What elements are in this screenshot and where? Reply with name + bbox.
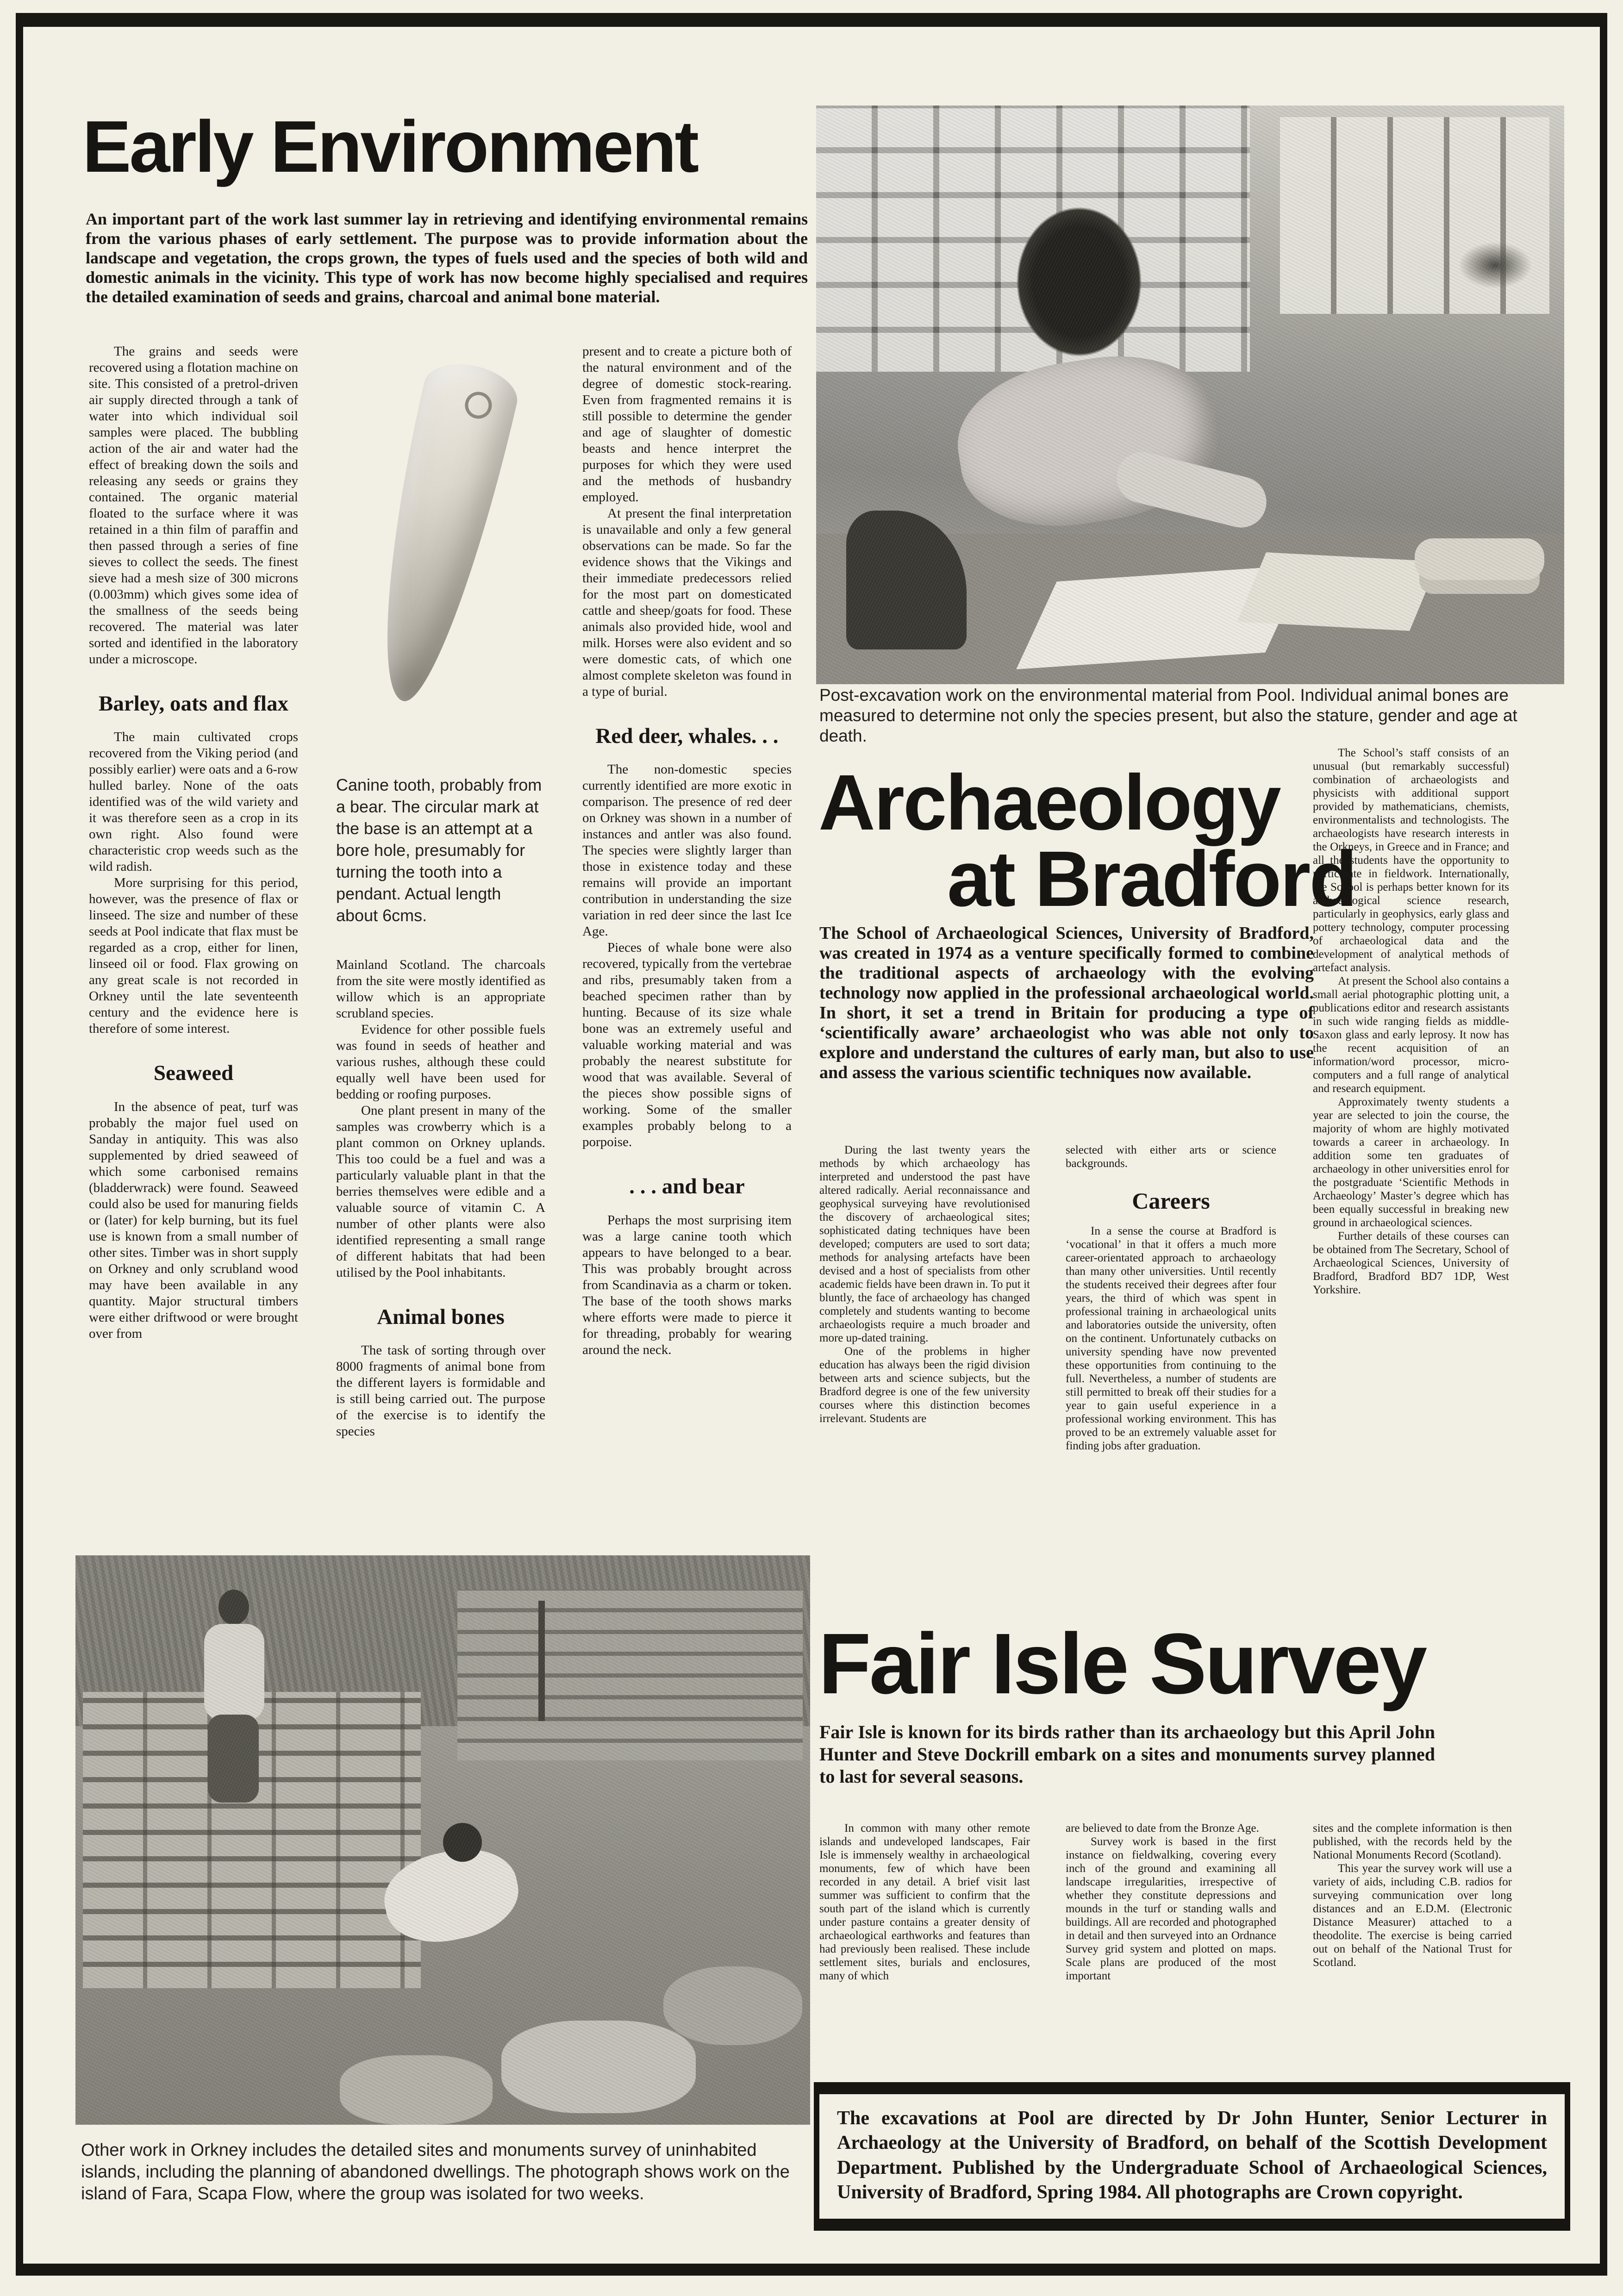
- fair-isle-title: Fair Isle Survey: [818, 1616, 1426, 1712]
- early-column-1: [89, 343, 298, 1342]
- heading-animal-bones: Animal bones: [377, 1305, 505, 1329]
- paragraph-higher-education: One of the problems in higher education has always been the rigid division between arts and science subjects, but the Bradford degree is one of the few university courses where this distinction becomes irrelevant. Students are: [819, 1345, 1030, 1425]
- paragraph-seaweed: In the absence of peat, turf was probably the major fuel used on Sanday in antiquity. This was also supplemented by dried seaweed of which some carbonised remains (bladderwrack) were found. Seaweed could also be used for manuring fields or (later) for kelp burning, but its fuel use is known from a small number of other sites. Timber was in short supply on Orkney and only scrubland wood may have been available in any quantity. Major structural timbers were either driftwood or were brought over from: [89, 1099, 298, 1341]
- paragraph-vocational: In a sense the course at Bradford is ‘vocational’ in that it offers a much more career-orientated approach to archaeology than many other universities. Until recently the students received their degrees after four years, the third of which was spent in professional training in archaeological units and laboratories outside the university, often on the continent. Unfortunately cutbacks on university spending have now prevented these opportunities from continuing to the full. Nevertheless, a number of students are still permitted to break off their studies for a year to gain useful experience in a professional working environment. This has proved to be an extremely valuable asset for finding jobs after graduation.: [1066, 1224, 1276, 1452]
- paragraph-backgrounds: selected with either arts or science backgrounds.: [1066, 1144, 1276, 1170]
- excavation-photo: [75, 1555, 810, 2125]
- tooth-caption: Canine tooth, probably from a bear. The circular mark at the base is an attempt at a bore hole, presumably for turning the tooth into a pendant. Actual length about 6cms.: [336, 775, 542, 925]
- early-environment-lead: An important part of the work last summer lay in retrieving and identifying environmental remains from the various phases of early settlement. The purpose was to provide information about the landscape and vegetation, the crops grown, the types of fuels used and the species of both wild and domestic animals in the vicinity. This type of work has now become highly specialised and requires the detailed examination of seeds and grains, charcoal and animal bone material.: [86, 210, 808, 306]
- early-column-2: [336, 343, 545, 1440]
- early-environment-title: Early Environment: [82, 106, 698, 187]
- fairisle-column-3: [1313, 1822, 1512, 1969]
- paragraph-bear-tooth: Perhaps the most surprising item was a large canine tooth which appears to have belonged to a bear. This was probably brought across from Scandinavia as a charm or token. The base of the tooth shows marks where efforts were made to pierce it for threading, probably for wearing around the neck.: [582, 1212, 792, 1357]
- paragraph-mainland: Mainland Scotland. The charcoals from the site were mostly identified as willow which is an appropriate scrubland species.: [336, 957, 545, 1021]
- paragraph-school-staff: The School’s staff consists of an unusual (but remarkably successful) combination of archaeologists and physicists with additional support provided by mathematicians, chemists, environmentalists and technologists. The archaeologists have research interests in the Orkneys, in Greece and in France; and all the students have the opportunity to participate in fieldwork. Internationally, the School is perhaps better known for its archaeological science research, particularly in geophysics, early glass and pottery technology, computer processing of archaeological data and the development of analytical methods of artefact analysis.: [1313, 747, 1509, 974]
- paragraph-crowberry: One plant present in many of the samples was crowberry which is a plant common on Orkney uplands. This too could be a fuel and was a particularly valuable plant in that the berries themselves were edible and a valuable source of vitamin C. A number of other plants were also identified representing a small range of different habitats that had been utilised by the Pool inhabitants.: [336, 1103, 545, 1280]
- bore-hole-mark: [462, 389, 495, 422]
- lab-photo: [816, 106, 1564, 684]
- canine-tooth-image: [353, 356, 523, 711]
- heading-careers: Careers: [1132, 1188, 1210, 1214]
- paragraph-records: sites and the complete information is then published, with the records held by the National Monuments Record (Scotland).: [1313, 1822, 1512, 1861]
- paragraph-fuels: Evidence for other possible fuels was found in seeds of heather and various rushes, although these could equally well have been used for bedding or roofing purposes.: [336, 1022, 545, 1102]
- fair-isle-lead: Fair Isle is known for its birds rather than its archaeology but this April John Hunter and Steve Dockrill embark on a sites and monuments survey planned to last for several seasons.: [819, 1722, 1435, 1787]
- paragraph-further-details: Further details of these courses can be obtained from The Secretary, School of Archaeological Sciences, University of Bradford, Bradford BD7 1DP, West Yorkshire.: [1313, 1230, 1509, 1296]
- paragraph-interpretation: At present the final interpretation is unavailable and only a few general observations can be made. So far the evidence shows that the Vikings and their immediate predecessors relied for the most part on domesticated cattle and sheep/goats for food. These animals also provided hide, wool and milk. Horses were also evident and so were domestic cats, of which one almost complete skeleton was found in a type of burial.: [582, 506, 792, 699]
- paragraph-sorting: The task of sorting through over 8000 fragments of animal bone from the different layers is formidable and is still being carried out. The purpose of the exercise is to identify the species: [336, 1343, 545, 1439]
- bradford-column-c: [1313, 746, 1509, 1297]
- paragraph-fieldwalking: Survey work is based in the first instance on fieldwalking, covering every inch of the ground and examining all landscape irregularities, irrespective of whether they constitute depressions and mounds in the turf or standing walls and buildings. All are recorded and photographed in detail and then surveyed into an Ordnance Survey grid system and plotted on maps. Scale plans are produced of the most important: [1066, 1835, 1276, 1982]
- bradford-column-b: [1066, 1143, 1276, 1453]
- bradford-title: [818, 759, 1356, 923]
- photo-grain: [816, 106, 1564, 684]
- credit-box: [814, 2082, 1570, 2231]
- excavation-photo-caption: Other work in Orkney includes the detailed sites and monuments survey of uninhabited islands, including the planning of abandoned dwellings. The photograph shows work on the island of Fara, Scapa Flow, where the group was isolated for two weeks.: [81, 2140, 790, 2203]
- early-column-3: [582, 343, 792, 1358]
- paragraph-grains: The grains and seeds were recovered using a flotation machine on site. This consisted of a pretrol-driven air supply directed through a tank of water into which individual soil samples were placed. The bubbling action of the air and water had the effect of breaking down the soils and releasing any seeds or grains they contained. The organic material floated to the surface where it was retained in a thin film of paraffin and then passed through a series of fine sieves to collect the seeds. The finest sieve had a mesh size of 300 microns (0.003mm) which gives some idea of the smallness of the seeds being recovered. The material was later sorted and identified in the laboratory under a microscope.: [89, 344, 298, 667]
- heading-barley-oats-flax: Barley, oats and flax: [99, 692, 288, 716]
- lab-photo-caption: Post-excavation work on the environmental material from Pool. Individual animal bones are measured to determine not only the species present, but also the stature, gender and age at death.: [819, 686, 1517, 745]
- tooth-photo: [336, 343, 545, 774]
- paragraph-red-deer: The non-domestic species currently identified are more exotic in comparison. The presence of red deer on Orkney was shown in a number of instances and antler was also found. The species were slightly larger than those in existence today and these remains will provide an important contribution in understanding the size variation in red deer since the last Ice Age.: [582, 762, 792, 939]
- fairisle-column-2: [1066, 1822, 1276, 1983]
- paragraph-whale-bone: Pieces of whale bone were also recovered, typically from the vertebrae and ribs, presumably taken from a beached specimen rather than by hunting. Because of its size whale bone was an extremely useful and valuable working material and was probably the nearest substitute for wood that was available. Several of the pieces show possible signs of working. Some of the smaller examples probably belong to a porpoise.: [582, 940, 792, 1150]
- fairisle-column-1: [819, 1822, 1030, 1983]
- paragraph-picture: present and to create a picture both of the natural environment and of the degree of domestic stock-rearing. Even from fragmented remains it is still possible to determine the gender and age of slaughter of domestic beasts and hence interpret the purposes for which they were used and the methods of husbandry employed.: [582, 344, 792, 505]
- heading-red-deer-whales: Red deer, whales. . .: [595, 724, 779, 748]
- paragraph-flax: More surprising for this period, however, was the presence of flax or linseed. The size and number of these seeds at Pool indicate that flax must be regarded as a crop, either for linen, linseed oil or food. Flax growing on any great scale is not recorded in Orkney until the late seventeenth century and the evidence here is therefore of some interest.: [89, 875, 298, 1036]
- paragraph-facilities: At present the School also contains a small aerial photographic plotting unit, a publications editor and research assistants in such wide ranging fields as middle-Saxon glass and early leprosy. It now has the recent acquisition of an information/word processor, micro-computers and a full range of analytical and research equipment.: [1313, 975, 1509, 1095]
- paragraph-survey-aids: This year the survey work will use a variety of aids, including C.B. radios for surveying communication over long distances and an E.D.M. (Electronic Distance Measurer) attached to a theodolite. The exercise is being carried out on behalf of the National Trust for Scotland.: [1313, 1862, 1512, 1969]
- paragraph-students: Approximately twenty students a year are selected to join the course, the majority of whom are highly motivated towards a career in archaeology. In addition some ten graduates of archaeology in other universities enrol for the postgraduate ‘Scientific Methods in Archaeology’ Master’s degree which has been equally successful in breaking new ground in archaeological sciences.: [1313, 1096, 1509, 1229]
- credit-text: The excavations at Pool are directed by Dr John Hunter, Senior Lecturer in Archaeology at the University of Bradford, on behalf of the Scottish Development Department. Published by the Undergraduate School of Archaeological Sciences, University of Bradford, Spring 1984. All photographs are Crown copyright.: [837, 2108, 1547, 2203]
- paragraph-crops: The main cultivated crops recovered from the Viking period (and possibly earlier) were oats and a 6-row hulled barley. None of the oats identified was of the wild variety and it was therefore seen as a crop in its own right. Also found were characteristic crop weeds such as the wild radish.: [89, 730, 298, 874]
- heading-seaweed: Seaweed: [153, 1061, 234, 1086]
- bradford-lead: The School of Archaeological Sciences, University of Bradford, was created in 1974 as a venture specifically formed to combine the traditional aspects of archaeology with the evolving technology now applied in the professional archaeological world. In short, it set a trend in Britain for producing a type of ‘scientifically aware’ archaeologist who was able not only to explore and understand the cultures of early man, but also to use and assess the various scientific techniques now available.: [819, 923, 1314, 1082]
- paragraph-remote-islands: In common with many other remote islands and undeveloped landscapes, Fair Isle is immensely wealthy in archaeological monuments, few of which have been recorded in any detail. A brief visit last summer was sufficient to confirm that the south part of the island which is currently under pasture contains a greater density of archaeological earthworks and features than had previously been realised. These include settlement sites, burials and enclosures, many of which: [819, 1822, 1030, 1982]
- heading-and-bear: . . . and bear: [629, 1174, 745, 1199]
- paragraph-twenty-years: During the last twenty years the methods by which archaeology has interpreted and understood the past have altered radically. Aerial reconnaissance and geophysical surveying have revolutionised the discovery of archaeological sites; sophisticated dating techniques have been developed; computers are used to sort data; methods for analysing artefacts have been devised and a host of specialists from other academic fields have been drawn in. To put it bluntly, the face of archaeology has changed completely and students wanting to become archaeologists require a much broader and more up-dated training.: [819, 1144, 1030, 1344]
- paragraph-bronze-age: are believed to date from the Bronze Age.: [1066, 1822, 1259, 1834]
- bradford-column-a: [819, 1143, 1030, 1425]
- bradford-title-line1: Archaeology: [818, 759, 1280, 847]
- bradford-title-line2: at Bradford: [947, 835, 1356, 923]
- photo-grain: [75, 1555, 810, 2125]
